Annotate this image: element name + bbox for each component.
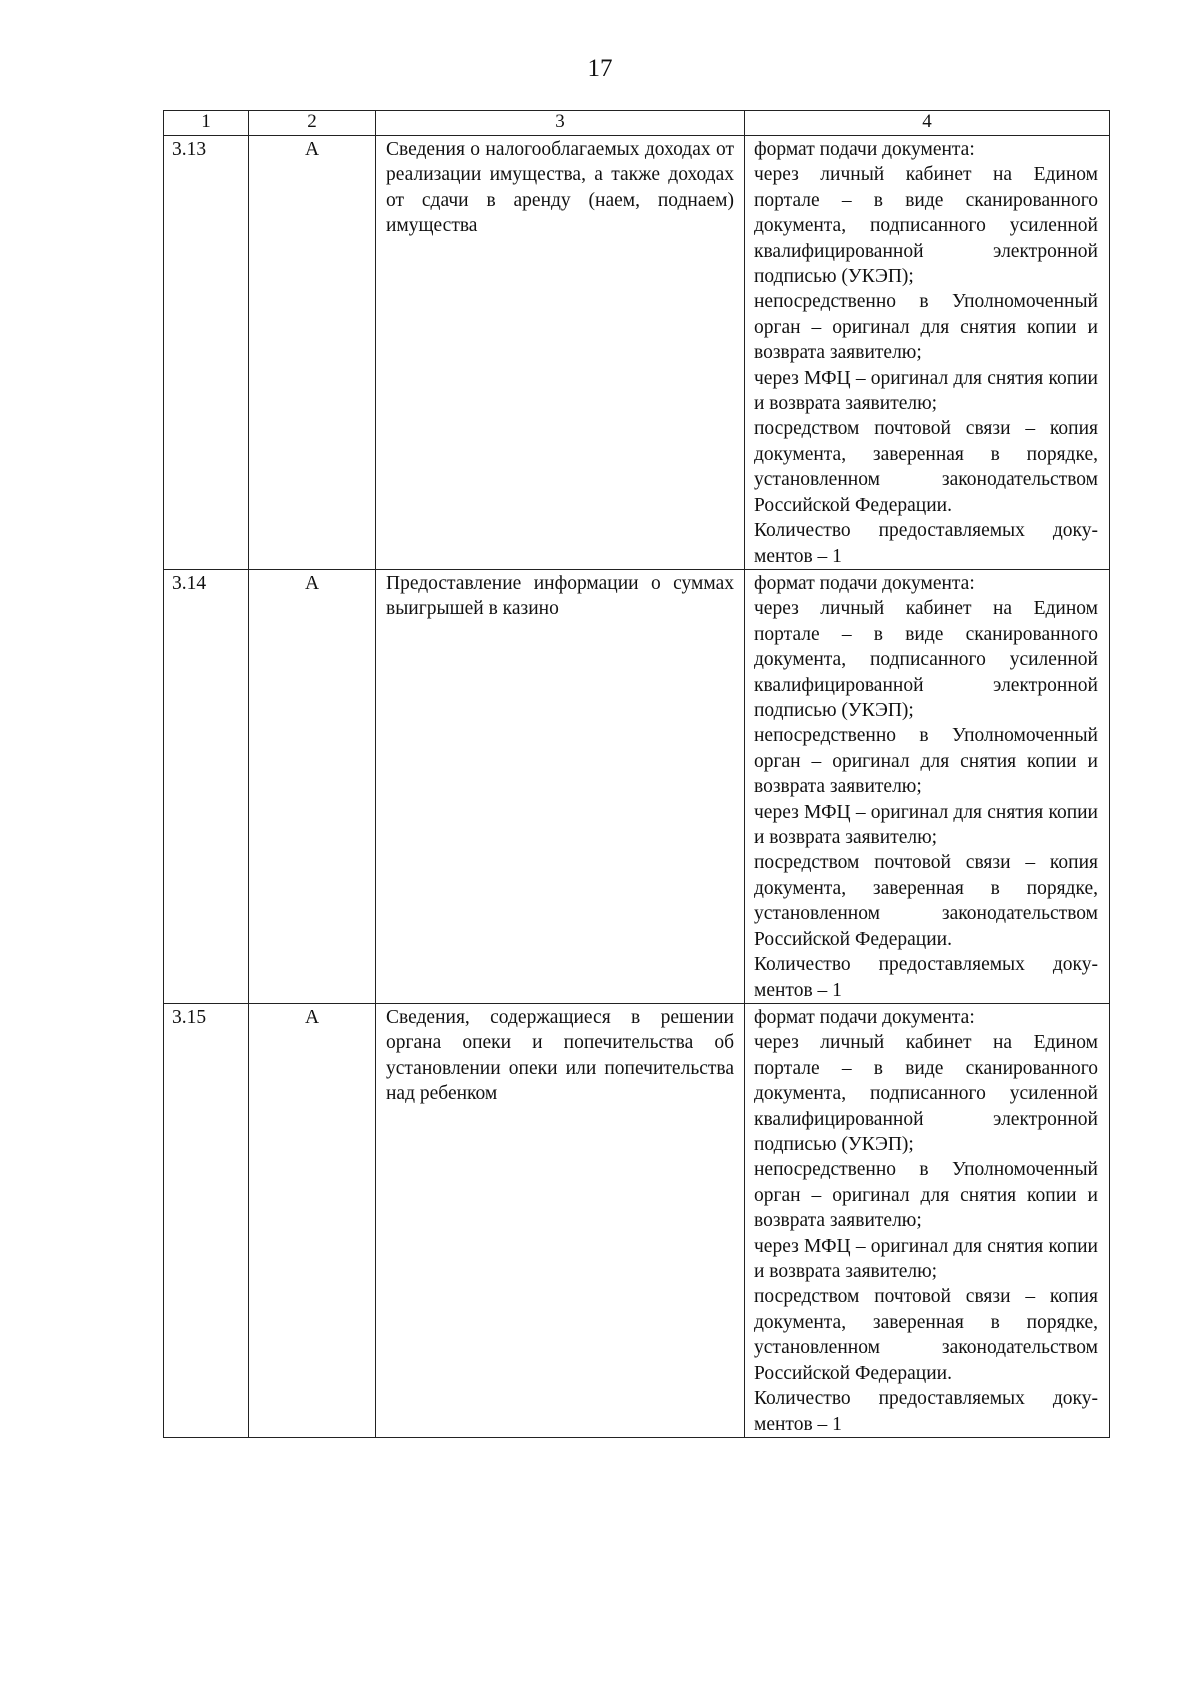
column-header: 2 (249, 111, 376, 136)
format-line: посредством почтовой связи – копия документа, заверенная в порядке, установленном законодательством Российской Федерации. (754, 418, 1098, 516)
format-line: непосредственно в Уполномоченный орган – оригинал для снятия копии и возврата заявителю; (754, 1159, 1098, 1232)
table-row (164, 570, 1110, 1004)
submission-format (745, 136, 1110, 570)
format-line: Количество предоставляемых документов – 1 (754, 1388, 1098, 1435)
format-line: формат подачи документа: (754, 139, 975, 160)
column-header: 4 (745, 111, 1110, 136)
table-header-row (164, 111, 1110, 136)
row-category: А (249, 1004, 376, 1438)
page-number: 17 (587, 55, 613, 82)
column-header: 1 (164, 111, 249, 136)
format-line: Количество предоставляемых документов – 1 (754, 520, 1098, 567)
format-line: непосредственно в Уполномоченный орган – оригинал для снятия копии и возврата заявителю; (754, 291, 1098, 364)
document-name: Сведения, содержащиеся в решении органа опеки и попечительства об установлении опеки или попечительства над ребенком (376, 1004, 745, 1438)
row-category: А (249, 570, 376, 1004)
row-number: 3.15 (164, 1004, 249, 1438)
format-line: непосредственно в Уполномоченный орган – оригинал для снятия копии и возврата заявителю; (754, 725, 1098, 798)
format-line: через МФЦ – оригинал для снятия копии и возврата заявителю; (754, 801, 1098, 849)
format-line: формат подачи документа: (754, 1007, 975, 1028)
submission-format (745, 570, 1110, 1004)
format-line: посредством почтовой связи – копия документа, заверенная в порядке, установленном законодательством Российской Федерации. (754, 852, 1098, 950)
document-table (163, 110, 1110, 1438)
format-line: посредством почтовой связи – копия документа, заверенная в порядке, установленном законодательством Российской Федерации. (754, 1286, 1098, 1384)
row-number: 3.13 (164, 136, 249, 570)
document-name: Сведения о налогооблагаемых доходах от реализации имущества, а также доходах от сдачи в аренду (наем, поднаем) имущества (376, 136, 745, 570)
column-header: 3 (376, 111, 745, 136)
row-number: 3.14 (164, 570, 249, 1004)
row-category: А (249, 136, 376, 570)
document-name: Предоставление информации о суммах выигрышей в казино (376, 570, 745, 1004)
submission-format (745, 1004, 1110, 1438)
format-line: через МФЦ – оригинал для снятия копии и возврата заявителю; (754, 1235, 1098, 1283)
format-line: через личный кабинет на Едином портале – в виде сканированного документа, подписанного усиленной квалифицированной электронной подписью (УКЭП); (754, 598, 1098, 722)
format-line: через МФЦ – оригинал для снятия копии и возврата заявителю; (754, 367, 1098, 415)
table-row (164, 1004, 1110, 1438)
format-line: через личный кабинет на Едином портале – в виде сканированного документа, подписанного усиленной квалифицированной электронной подписью (УКЭП); (754, 1032, 1098, 1156)
format-line: Количество предоставляемых документов – 1 (754, 954, 1098, 1001)
format-line: формат подачи документа: (754, 573, 975, 594)
format-line: через личный кабинет на Едином портале – в виде сканированного документа, подписанного усиленной квалифицированной электронной подписью (УКЭП); (754, 164, 1098, 288)
table-row (164, 136, 1110, 570)
